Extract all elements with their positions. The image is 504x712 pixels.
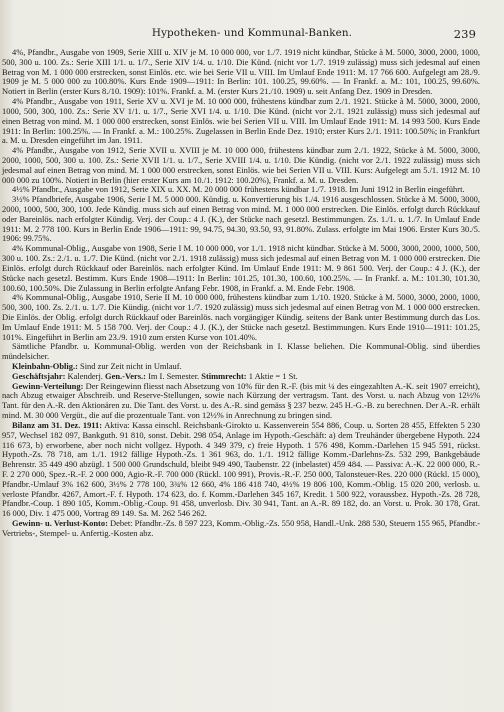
bilanz-text: Kassa einschl. Reichsbank-Girokto u. Kassenverein 554 886, Coup. u. Sorten 28 455, Effekten 5 230 957, Wechsel 182 097, Bankguth. 91 810, sonst. Debit. 298 054, Anlage im Hypoth.-Geschäft: a) dem Treuhänder übergebene Hypoth. 224 116 673, b) erworbene, aber noch nicht vollgez. Hypoth. 4 349 379, c) freie Hypoth. 1 576 498, Komm.-Darlehen 15 945 591, rückst. Hypoth.-Zs. 78 718, am 1./1. 1912 fällige Hypoth.-Zs. 1 361 963, do. 1./1. 1912 fällige Komm.-Darlehns-Zs. 532 299, Bankgebäude Behrenstr. 35 449 490 abzügl. 1 500 000 Grundschuld, bleibt 949 490, Taubenstr. 22 (inbelastet) 459 484. — Passiva: A.-K. 22 000 000, R.-F. 2 270 000, Spez.-R.-F. 2 000 000, Agio-R.-F. 700 000 (Rückl. 100 991), Provis.-R.-F. 250 000, Talonsteuer-Res. 220 000 (Rückl. 15 000), Pfandbr.-Umlauf 3% 162 600, 3½% 2 778 100, 3¾% 12 660, 4% 186 418 740, 4½% 19 806 100, Komm.-Oblig. 15 020 200, verlosb. u. verloste Pfandbr. 4267, Amort.-F. f. Hypoth. 174 623, do. f. Komm.-Darlehen 345 167, Kredit. 1 500 922, voraussbez. Hypoth.-Zs. 28 728, Pfandbr.-Coup. 1 890 105, Komm.-Oblig.-Coup. 91 458, unverlosb. Div. 30 941, Tant. an A.-R. 89 182, do. an Vorst. u. Prok. 30 178, Grat. 16 000, Div. 1 475 000, Vortrag 89 149. Sa. M. 262 546 262. [2, 419, 481, 519]
gewinn-verlust-konto [2, 519, 480, 539]
geschaeftsjahr-text: Kalenderj. [67, 370, 103, 381]
paragraph-pfandbr-1912-xix: 4½% Pfandbr., Ausgabe von 1912, Serie XIX u. XX. M. 20 000 000 frühestens kündbar 1./7. 1918. Im Juni 1912 in Berlin eingeführt. [12, 184, 465, 195]
kleinbahn-text: Sind zur Zeit nicht in Umlauf. [80, 361, 182, 371]
page-header-title: Hypotheken- und Kommunal-Banken. [151, 27, 353, 39]
bilanz-label: Bilanz am 31. Dez. 1911: [12, 419, 103, 430]
running-header [0, 27, 504, 43]
page-body [2, 48, 480, 539]
debet-label: Debet: [110, 518, 133, 528]
paragraph-komm-oblig-1908: 4% Kommunal-Oblig., Ausgabe von 1908, Serie I M. 10 000 000, vor 1./1. 1918 nicht kündbar. Stücke à M. 5000, 3000, 2000, 1000, 500, 300 u. 100. Zs.: 2./1. u. 1./7. Die Künd. (nicht vor 2./1. 1918 zulässig) muss sich jedesmal auf einen Betrag von M. 1 000 000 erstrecken. Die Einlös. erfolgt durch Rückkauf oder Bareinlös. nach erfolgter Künd. Im Umlauf Ende 1911: M. 9 861 500. Verj. der Coup.: 4 J. (K.), der Stücke nach gesetzl. Bestimm. Kurs Ende 1908—1911: In Berlin: 101.25, 101.30, 100.60, 100.25%. — In Frankf. a. M.: 101.30, 101.30, 100.60, 100.50%. Die Zulassung in Berlin erfolgte Anfang Febr. 1908, in Frankf. a. M. Ende Febr. 1908. [2, 243, 480, 293]
page-number: 239 [453, 27, 476, 41]
paragraph-pfandbr-1906: 3½% Pfandbriefe, Ausgabe 1906, Serie I M. 5 000 000. Kündig. u. Konvertierung bis 1./4. 1916 ausgeschlossen. Stücke à M. 5000, 3000, 2000, 1000, 500, 300, 100. Jede Kündig. muss sich auf einen Betrag von mind. M. 1 000 000 erstrecken. Die Einlös. erfolgt durch Rückkauf oder Bareinlös. nach erfolgter Kündig. Verj. der Coup.: 4 J. (K.), der Stücke nach gesetzl. Bestimmungen. Zs. 1./1. u. 1./7. In Umlauf Ende 1911: M. 2 778 100. Kurs in Berlin Ende 1906—1911: 99, 94.75, 94.30, 93.50, 93, 91.80%. Zulass. erfolgte im Mai 1906. Erster Kurs 30./5. 1906: 99.75%. [2, 194, 480, 244]
paragraph-pfandbr-1909: 4%, Pfandbr., Ausgabe von 1909, Serie XIII u. XIV je M. 10 000 000, vor 1./7. 1919 nicht kündbar, Stücke à M. 5000, 3000, 2000, 1000, 500, 300 u. 100. Zs.: Serie XIII 1/1. u. 1/7., Serie XIV 1/4. u. 1/10. Die Künd. (nicht vor 1./7. 1919 zulässig) muss sich jedesmal auf einen Betrag von M. 1 000 000 erstrecken, sonst Einlös. etc. wie bei Serie VII u. VIII. Im Umlauf Ende 1911: M. 17 766 600. Aufgelegt am 28./9. 1909 je M. 5 000 000 zu 100.80%. Kurs Ende 1909—1911: In Berlin: 101. 100.25, 99.60%. — In Frankf. a. M.: 101, 100.25, 99.60%. Notiert in Berlin (erster Kurs 8./10. 1909): 101%. Frankf. a. M. (erster Kurs 21./10. 1909) u. seit Anfang Dez. 1909 in Dresden. [2, 47, 480, 97]
bilanz [2, 421, 480, 519]
gewinn-verteilung-text: Der Reingewinn fliesst nach Absetzung von 10% für den R.-F. (bis mit ¼ des eingezahlten A.-K. seit 1907 erreicht), nach Abzug etwaiger Abschreib. und Reserve-Stellungen, sowie nach Kürzung der vertragsm. Tant. des Vorst. u. nach Abzug von 12½% Tant. für den A.-R. den Aktionären zu. Die Tant. des Vorst. u. des A.-R. sind gemäss § 237 bezw. 245 H.-G.-B. zu berechnen. Der A.-R. erhält mind. M. 30 000 Vergüt., die auf die prozentuale Tant. von 12½% in Anrechnung zu bringen sind. [2, 380, 481, 421]
aktiva-label: Aktiva: [104, 419, 130, 430]
gv-label: Gewinn- u. Verlust-Konto: [12, 518, 108, 528]
stimmrecht-label: Stimmrecht: [201, 370, 247, 381]
gen-vers-text: Im I. Semester. [148, 370, 200, 381]
gewinn-verteilung-label: Gewinn-Verteilung: [12, 380, 84, 391]
gen-vers-label: Gen.-Vers.: [105, 370, 146, 381]
geschaeftsjahr-label: Geschäftsjahr: [12, 370, 66, 381]
paragraph-pfandbr-1911: 4% Pfandbr., Ausgabe von 1911, Serie XV u. XVI je M. 10 000 000, frühestens kündbar zum 2./1. 1921. Stücke à M. 5000, 3000, 2000, 1000, 500, 300, 100. Zs.: Serie XV 1/1. u. 1/7., Serie XVI 1/4. u. 1/10. Die Künd. (nicht vor 2./1. 1921 zulässig) muss sich jedesmal auf einen Betrag von mind. M. 1 000 000 erstrecken, sonst Einlös. wie bei Serien VII u. VIII. Im Umlauf Ende 1911: M. 14 993 500. Kurs Ende 1911: In Berlin: 100.25%. — In Frankf. a. M.: 100.25%. Zugelassen in Berlin Ende Dez. 1910; erster Kurs 2./1. 1911: 100.50%; in Frankfurt a. M. u. Dresden eingeführt im Jan. 1911. [2, 96, 480, 146]
paragraph-reichsbank: Sämtliche Pfandbr. u. Kommunal-Oblig. werden von der Reichsbank in I. Klasse beliehen. Die Kommunal-Oblig. sind überdies mündelsicher. [2, 341, 480, 362]
paragraph-komm-oblig-1910: 4% Kommunal-Oblig., Ausgabe 1910, Serie II M. 10 000 000, frühestens kündbar zum 1./10. 1920. Stücke à M. 5000, 3000, 2000, 1000, 500, 300, 100. Zs. 2./1. u. 1./7. Die Kündig. (nicht vor 1./7. 1920 zulässig) muss sich jedesmal auf einen Betrag von M. 1 000 000 erstrecken. Die Einlös. der Oblig. erfolgt durch Rückkauf oder Bareinlös. nach vorgängiger Kündig. seitens der Bank unter Bestimmung durch das Los. Im Umlauf Ende 1911: M. 5 158 700. Verj. der Coup.: 4 J. (K.), der Stücke nach gesetzl. Bestimmungen. Kurs Ende 1910—1911: 101.25, 101%. Eingeführt in Berlin am 23./9. 1910 zum ersten Kurse von 101.40%. [2, 292, 480, 342]
stimmrecht-text: 1 Aktie = 1 St. [248, 370, 298, 381]
gewinn-verteilung [2, 382, 480, 421]
gv-text: Pfandbr.-Zs. 8 597 223, Komm.-Oblig.-Zs. 550 958, Handl.-Unk. 288 530, Steuern 155 965, Pfandbr.-Vertriebs-, Stempel- u. Anfertig.-Kosten abz. [2, 518, 481, 538]
kleinbahn-label: Kleinbahn-Oblig.: [12, 361, 78, 371]
paragraph-pfandbr-1912-xvii: 4% Pfandbr., Ausgabe von 1912, Serie XVII u. XVIII je M. 10 000 000, frühestens kündbar zum 2./1. 1922, Stücke à M. 5000, 3000, 2000, 1000, 500, 300 u. 100. Zs.: Serie XVII 1/1. u. 1/7., Serie XVIII 1/4. u. 1/10. Die Kündig. (nicht vor 2./1. 1922 zulässig) muss sich jedesmal auf einen Betrag von mind. M. 1 000 000 erstrecken, sonst Einlös. wie bei Serien VII u. VIII. Kurs: Aufgelegt am 5./1. 1912 M. 10 000 000 zu 100%. Notiert in Berlin (hier erster Kurs am 10./1. 1912: 100.20%), Frankf. a. M. u. Dresden. [2, 145, 480, 185]
